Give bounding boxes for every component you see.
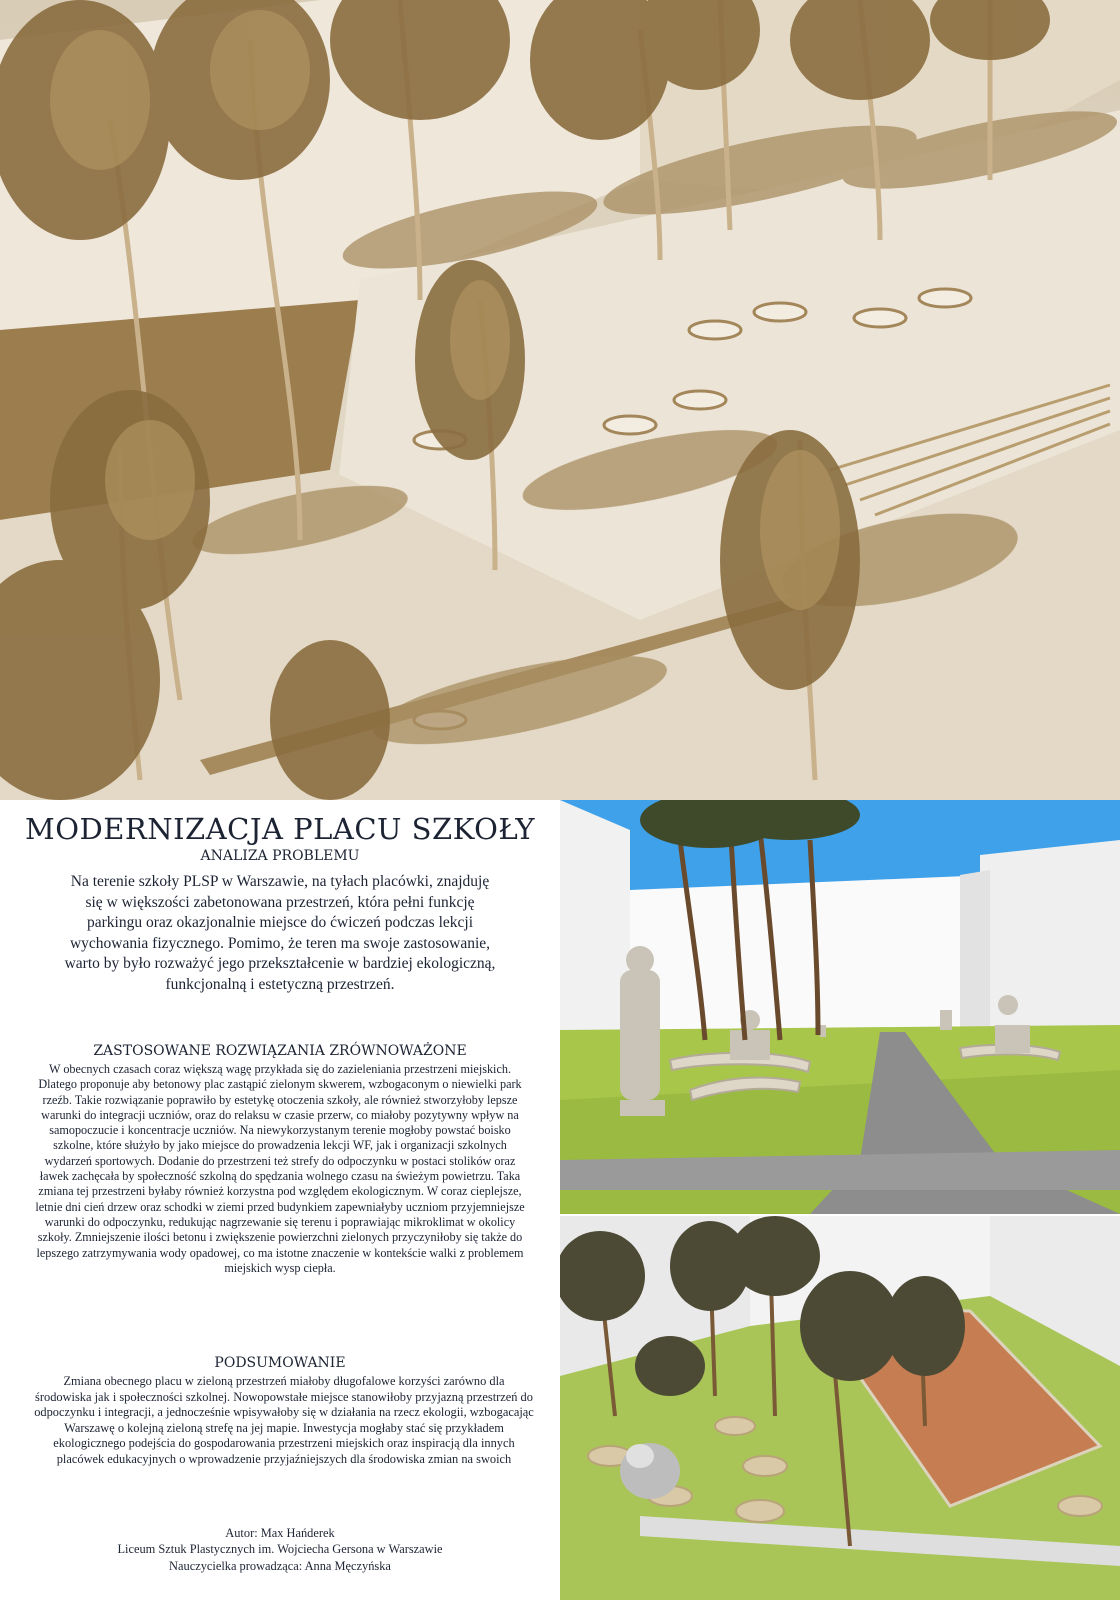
credit-author: Autor: Max Hańderek xyxy=(225,1526,335,1540)
text-column xyxy=(0,800,560,1600)
solutions-paragraph: W obecnych czasach coraz większą wagę przykłada się do zazieleniania przestrzeni miejskich. Dlatego proponuje aby betonowy plac zastąpić zielonym skwerem, wzbogaconym o niewielki park rzeźb. Takie rozwiązanie poprawiło by estetykę otoczenia szkoły, ale również stworzyłoby lepsze warunki do integracji uczniów, oraz do relaksu w czasie przerw, co miałoby pozytywny wpływ na samopoczucie i koncentracje uczniów. Na niewykorzystanym terenie mogłoby powstać boisko szkolne, które służyło by jako miejsce do prowadzenia lekcji WF, jak i organizacji szkolnych wydarzeń sportowych. Dodanie do przestrzeni też strefy do odpoczynku w postaci stolików oraz ławek zachęcała by społeczność szkolną do spędzania wolnego czasu na świeżym powietrzu. Taka zmiana tej przestrzeni byłaby również korzystna pod względem ekologicznym. W coraz cieplejsze, letnie dni cień drzew oraz schodki w ziemi przed budynkiem zapewniałyby uczniom przyjemniejsze warunki do odpoczynku, redukując nagrzewanie się terenu i poprawiając mikroklimat w okolicy szkoły. Zmniejszenie ilości betonu i zwiększenie powierzchni zielonych przyczyniłoby się także do lepszego zatrzymywania wody opadowej, co ma istotne znaczenie w kontekście walki z problemem miejskich wysp ciepła. xyxy=(35,1062,525,1275)
building-left xyxy=(560,800,630,1040)
credit-school: Liceum Sztuk Plastycznych im. Wojciecha Gersona w Warszawie xyxy=(117,1542,443,1557)
metal-sculpture xyxy=(620,1443,680,1499)
credits-block xyxy=(0,1525,560,1574)
summary-paragraph: Zmiana obecnego placu w zieloną przestrzeń miałoby długofalowe korzyści zarówno dla środowiska jak i społeczności szkolnej. Nowopowstałe miejsce stanowiłoby przyjazną przestrzeń do odpoczynku i integracji, a jednocześnie wpisywałoby się w działania na rzecz ekologii, wzbogacając Warszawę o kolejną zieloną strefę na jej mapie. Inwestycja mogłaby stać się przykładem ekologicznego podejścia do gospodarowania przestrzeni miejskich oraz inspiracją dla innych placówek edukacyjnych o wprowadzenie przyjaźniejszych dla środowiska zmian na swoich xyxy=(34,1374,534,1466)
render-sports-pitch xyxy=(560,1214,1120,1600)
render-sculpture-park xyxy=(560,800,1120,1214)
park-illustration xyxy=(560,800,1120,1214)
pitch-illustration xyxy=(560,1216,1120,1600)
summary-heading: PODSUMOWANIE xyxy=(214,1355,346,1371)
building-edge xyxy=(960,870,990,1030)
analysis-paragraph: Na terenie szkoły PLSP w Warszawie, na tyłach placówki, znajduję się w większości zabetonowana przestrzeń, która pełni funkcję parkingu oraz okazjonalnie miejsce do ćwiczeń podczas lekcji wychowania fizycznego. Pomimo, że teren ma swoje zastosowanie, warto by było rozważyć jego przekształcenie w bardziej ekologiczną, funkcjonalną i estetyczną przestrzeń. xyxy=(64,873,496,993)
solutions-heading: ZASTOSOWANE ROZWIĄZANIA ZRÓWNOWAŻONE xyxy=(93,1043,467,1059)
building-back xyxy=(630,875,990,1040)
credit-teacher: Nauczycielka prowadząca: Anna Męczyńska xyxy=(169,1558,391,1573)
page-title: MODERNIZACJA PLACU SZKOŁY xyxy=(25,812,535,846)
analysis-heading: ANALIZA PROBLEMU xyxy=(200,848,360,864)
